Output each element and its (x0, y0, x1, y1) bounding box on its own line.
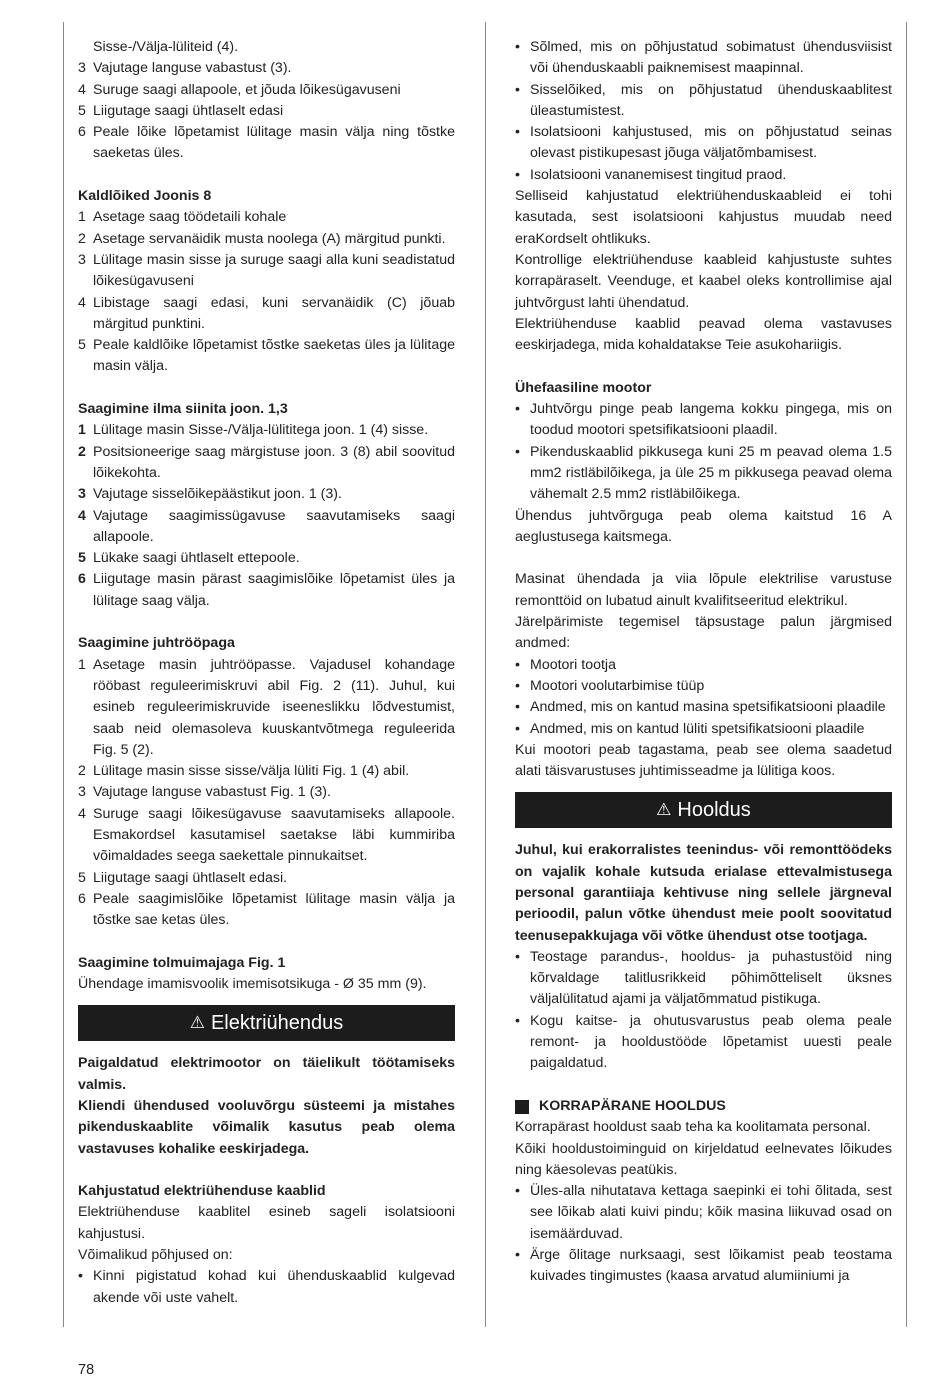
connect-text: Masinat ühendada ja viia lõpule elektrilise varustuse remonttöid on lubatud ainult kvalifitseeritud elektrikul. (515, 571, 892, 609)
bullet-icon: • (515, 1247, 520, 1264)
center-column-rule (485, 22, 486, 1327)
section-heading-kahjustatud: Kahjustatud elektriühenduse kaablid (78, 1183, 326, 1200)
list-item: 1 Asetage masin juhtrööpasse. Vajadusel kohandage rööbast reguleerimiskruvi abil Fig. 2 (11). Juhul, kui esineb reguleerimiskruvide iseeneslikku lõdvestumist, saab neid olemasoleva kuuskantvõtmega reguleerida Fig. 5 (2). (78, 656, 455, 758)
list-item: • Sõlmed, mis on põhjustatud sobimatust ühendusviisist või ühenduskaabli paiknemisest maapinnal. (515, 39, 892, 77)
motor-text: Ühendus juhtvõrguga peab olema kaitstud 16 A aeglustusega kaitsmega. (515, 507, 892, 545)
list-item: 3 Vajutage languse vabastust Fig. 1 (3). (78, 784, 331, 801)
page-number: 78 (78, 1362, 95, 1378)
bullet-icon: • (515, 166, 520, 183)
cause-bullets (515, 37, 892, 186)
list-item: Sisse-/Välja-lüliteid (4). (93, 39, 239, 55)
inquiry-text: Järelpärimiste tegemisel täpsustage palun järgmised andmed: (515, 614, 892, 652)
motor-bullets (515, 399, 892, 505)
list-item: 1 Asetage saag töödetaili kohale (78, 209, 287, 226)
cable-paragraph-3: Elektriühenduse kaablid peavad olema vastavuses eeskirjadega, mida kohaldatakse Teie asukohariigis. (515, 315, 892, 354)
bullet-icon: • (515, 948, 520, 965)
list-item: 5 Peale kaldlõike lõpetamist tõstke saeketas üles ja lülitage masin välja. (78, 337, 455, 375)
korraparane-text-2: Kõiki hooldustoiminguid on kirjeldatud eelnevates lõikudes ning käesolevas peatükis. (515, 1140, 892, 1178)
return-text: Kui mootori peab tagastama, peab see olema saadetud alati täisvarustuses juhtimisseadme ja lülitiga koos. (515, 741, 892, 780)
warning-triangle-icon: ⚠ (189, 1013, 205, 1033)
bullet-icon: • (515, 124, 520, 141)
list-item: • Teostage parandus-, hooldus- ja puhastustöid ning kõrvaldage talitlusrikkeid põhimõtteliselt üksnes väljalülitatud ajami ja väljatõmmatud pistikuga. (515, 948, 892, 1008)
tolmuimajaga-text: Ühendage imamisvoolik imemisotsikuga - Ø 35 mm (9). (78, 976, 427, 993)
list-item: • Andmed, mis on kantud masina spetsifikatsiooni plaadile (515, 697, 892, 718)
list-item: 6 Peale saagimislõike lõpetamist lülitage masin välja ja tõstke sae ketas üles. (78, 890, 455, 929)
kahjustatud-text-1: Elektriühenduse kaablitel esineb sageli isolatsiooni kahjustusi. (78, 1204, 455, 1242)
bullet-icon: • (515, 1012, 520, 1029)
right-column-rule (906, 22, 907, 1327)
bullet-icon: • (78, 1268, 83, 1285)
left-column-rule (63, 22, 64, 1327)
hooldus-bullets (515, 947, 892, 1075)
list-item: • Ärge õlitage nurksaagi, sest lõikamist peab teostama kuivades tingimustes (kaasa arvatud alumiiniumi ja (515, 1247, 892, 1285)
korraparane-bullets (515, 1181, 892, 1287)
list-item: 4 Suruge saagi lõikesügavuse saavutamiseks allapoole. Esmakordsel kasutamisel saetakse läbi kummiriba võimaldades seega saekettale pinnukaitset. (78, 805, 455, 865)
section-heading-korraparane: KORRAPÄRANE HOOLDUS (515, 1096, 892, 1117)
juhtroopaga-list (78, 655, 455, 932)
kaldloiked-list (78, 207, 455, 377)
list-item: 6 Liigutage masin pärast saagimislõike lõpetamist üles ja lülitage saag välja. (78, 571, 455, 609)
list-item: 5 Lükake saagi ühtlaselt ettepoole. (78, 550, 300, 567)
list-item: 3 Vajutage languse vabastust (3). (78, 60, 292, 77)
list-item: 4 Libistage saagi edasi, kuni servanäidik (C) jõuab märgitud punktini. (78, 294, 455, 332)
elektriuhendus-banner (78, 1005, 455, 1041)
kahjustatud-text-2: Võimalikud põhjused on: (78, 1247, 233, 1264)
section-heading-tolmuimajaga: Saagimine tolmuimajaga Fig. 1 (78, 954, 286, 971)
bullet-icon: • (515, 1183, 520, 1200)
bullet-icon: • (515, 656, 520, 673)
section-heading-ilma-siinita: Saagimine ilma siinita joon. 1,3 (78, 401, 288, 418)
warning-triangle-icon: ⚠ (656, 800, 672, 820)
list-item: • Andmed, mis on kantud lüliti spetsifikatsiooni plaadile (515, 719, 892, 740)
bullet-icon: • (515, 81, 520, 98)
elektriuhendus-bold-2: Kliendi ühendused vooluvõrgu süsteemi ja mistahes pikenduskaablite võimalik kasutus peab olema vastavuses kohalike eeskirjadega. (78, 1097, 455, 1157)
list-item: 6 Peale lõike lõpetamist lülitage masin välja ning tõstke saeketas üles. (78, 124, 455, 162)
list-item: 1 Lülitage masin Sisse-/Välja-lülititega joon. 1 (4) sisse. (78, 422, 429, 439)
bullet-icon: • (515, 677, 520, 694)
cable-paragraph-1: Selliseid kahjustatud elektriühenduskaableid ei tohi kasutada, sest isolatsiooni kahjustus muudab need eraKordselt ohtlikuks. (515, 188, 892, 247)
bullet-icon: • (515, 443, 520, 460)
elektriuhendus-bold-1: Paigaldatud elektrimootor on täielikult töötamiseks valmis. (78, 1055, 455, 1093)
hooldus-banner (515, 792, 892, 828)
list-item: • Pikenduskaablid pikkusega kuni 25 m peavad olema 1.5 mm2 ristläbilõikega, ja üle 25 m pikkusega peavad olema vähemalt 2.5 mm2 ristläbilõikega. (515, 443, 892, 503)
hooldus-title: Hooldus (677, 799, 751, 822)
list-item: • Juhtvõrgu pinge peab langema kokku pingega, mis on toodud mootori spetsifikatsiooni plaadil. (515, 401, 892, 439)
square-marker-icon (515, 1100, 529, 1114)
list-item: 2 Positsioneerige saag märgistuse joon. 3 (8) abil soovitud lõikekohta. (78, 443, 455, 481)
section-heading-kaldloiked: Kaldlõiked Joonis 8 (78, 188, 212, 205)
right-column (515, 37, 892, 1288)
ilma-siinita-list (78, 420, 455, 612)
cable-paragraph-2: Kontrollige elektriühenduse kaableid kahjustuste suhtes korrapäraselt. Veenduge, et kaabel oleks kontrollimise ajal juhtvõrgust lahti ühendatud. (515, 251, 892, 311)
inquiry-bullets (515, 655, 892, 740)
list-item: • Mootori tootja (515, 655, 892, 676)
section-heading-uhefaasiline: Ühefaasiline mootor (515, 379, 652, 396)
bullet-icon: • (515, 699, 520, 716)
intro-list (78, 37, 455, 165)
list-item: 5 Liigutage saagi ühtlaselt edasi. (78, 869, 288, 886)
list-item: 5 Liigutage saagi ühtlaselt edasi (78, 102, 284, 119)
bullet-icon: • (515, 39, 520, 55)
list-item: • Mootori voolutarbimise tüüp (515, 676, 892, 697)
list-item: • Kinni pigistatud kohad kui ühenduskaablid kulgevad akende või uste vahelt. (78, 1268, 455, 1306)
list-item: 4 Vajutage saagimissügavuse saavutamiseks saagi allapoole. (78, 507, 455, 545)
korraparane-text-1: Korrapärast hooldust saab teha ka koolitamata personal. (515, 1119, 871, 1136)
bullet-icon: • (515, 401, 520, 418)
list-item: • Kogu kaitse- ja ohutusvarustus peab olema peale remont- ja hooldustööde lõpetamist uuesti peale paigaldatud. (515, 1012, 892, 1072)
list-item: 2 Lülitage masin sisse sisse/välja lüliti Fig. 1 (4) abil. (78, 763, 410, 780)
list-item: 3 Lülitage masin sisse ja suruge saagi alla kuni seadistatud lõikesügavuseni (78, 251, 455, 290)
list-item: 3 Vajutage sisselõikepäästikut joon. 1 (3). (78, 486, 342, 503)
list-item: • Sisselõiked, mis on põhjustatud ühenduskaablitest üleastumistest. (515, 81, 892, 119)
list-item: • Isolatsiooni vananemisest tingitud praod. (515, 165, 892, 186)
section-heading-juhtroopaga: Saagimine juhtrööpaga (78, 635, 235, 652)
bullet-icon: • (515, 720, 520, 737)
elektriuhendus-title: Elektriühendus (210, 1012, 344, 1035)
hooldus-bold-text: Juhul, kui erakorralistes teenindus- või remonttöödeks on vajalik kohale kutsuda erialase ettevalmistusega personal garantiiaja kehtivuse ning sellele järgneval perioodil, palun võtke ühendust meie poolt soovitatud teenusepakkujaga või võtke ühendust otse tootjaga. (515, 842, 892, 944)
list-item: • Isolatsiooni kahjustused, mis on põhjustatud seinas olevast pistikupesast jõuga väljatõmbamisest. (515, 124, 892, 162)
left-column (78, 37, 455, 1309)
list-item: • Üles-alla nihutatava kettaga saepinki ei tohi õlitada, sest see lõikab alati kuivi pindu; kõik masina liikuvad osad on isemäärduvad. (515, 1183, 892, 1242)
list-item: 2 Asetage servanäidik musta noolega (A) märgitud punkti. (78, 230, 446, 247)
list-item: 4 Suruge saagi allapoole, et jõuda lõikesügavuseni (78, 81, 401, 98)
